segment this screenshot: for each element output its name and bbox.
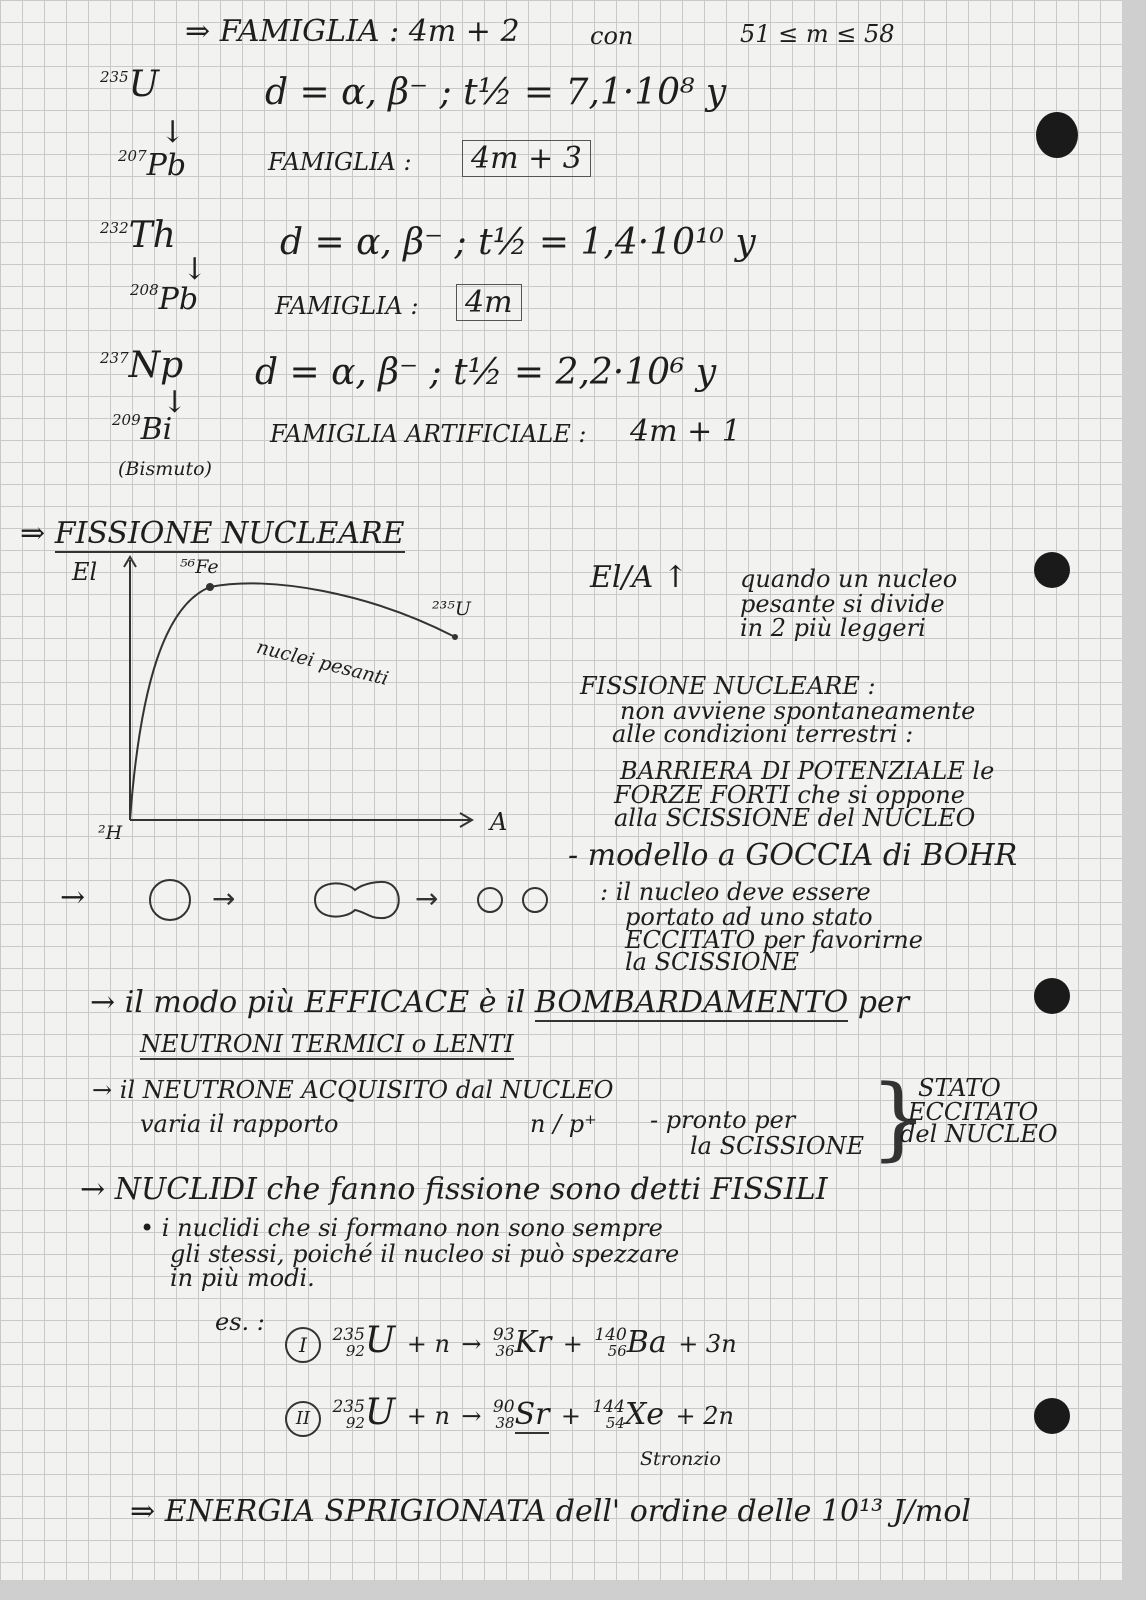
series-np-parent: $^{237}$Np [100, 345, 184, 386]
arrow-icon: → [80, 1172, 106, 1207]
brace-line-1: STATO [918, 1074, 1001, 1102]
whole-nucleus-icon [150, 880, 190, 920]
reaction-2: II 235 92 U + n → 90 38 Sr + 144 54 Xe + 2n [285, 1392, 734, 1437]
ela-line-1: quando un nucleo [740, 565, 958, 593]
graph-end-label: ²³⁵U [432, 598, 471, 620]
up-arrow-icon: ↑ [662, 560, 688, 595]
arrow-icon: → [60, 880, 86, 915]
drop-diagram [140, 872, 570, 932]
stronzio-note: Stronzio [640, 1448, 721, 1470]
graph-xlabel: A [490, 808, 508, 836]
fragment-icon [523, 888, 547, 912]
series-u-decay: d = α, β⁻ ; t½ = 7,1·10⁸ y [265, 72, 727, 113]
series-np-decay: d = α, β⁻ ; t½ = 2,2·10⁶ y [255, 352, 717, 393]
arrow-icon: → [461, 1402, 482, 1430]
section-title: ⇒ FISSIONE NUCLEARE [20, 516, 405, 551]
graph-ylabel: El [72, 558, 98, 586]
neutrone-line-3: la SCISSIONE [690, 1132, 865, 1160]
header-range: 51 ≤ m ≤ 58 [740, 20, 895, 48]
binding-energy-curve [130, 583, 455, 820]
modo-line-2: NEUTRONI TERMICI o LENTI [140, 1030, 514, 1058]
arrow-icon: → [90, 985, 116, 1020]
arrow-icon: ⇒ [130, 1494, 156, 1529]
reaction-number-badge: II [285, 1401, 321, 1437]
binding-energy-graph [70, 545, 510, 855]
arrow-icon: → [415, 882, 439, 915]
down-arrow-icon: ↓ [162, 385, 188, 420]
reaction-number-badge: I [285, 1327, 321, 1363]
down-arrow-icon: ↓ [160, 115, 186, 150]
nuclidi-line: → NUCLIDI che fanno fissione sono detti FISSILI [80, 1172, 828, 1207]
fe-point [206, 583, 214, 591]
es-label: es. : [215, 1308, 265, 1336]
series-th-decay: d = α, β⁻ ; t½ = 1,4·10¹⁰ y [280, 222, 756, 263]
series-np-daughter: $^{209}$Bi [112, 411, 173, 447]
series-th-family-value: 4m [456, 284, 522, 321]
arrow-icon: ⇒ [185, 14, 211, 49]
series-th-family: FAMIGLIA : [275, 292, 419, 320]
header-con: con [590, 22, 634, 50]
series-u-family-value: 4m + 3 [462, 140, 591, 177]
energy-line: ⇒ ENERGIA SPRIGIONATA dell' ordine delle 10¹³ J/mol [130, 1494, 971, 1529]
graph-curve-label: nuclei pesanti [254, 635, 391, 691]
series-u-parent: $^{235}$U [100, 64, 159, 105]
series-th-parent: $^{232}$Th [100, 215, 176, 256]
series-np-family: FAMIGLIA ARTIFICIALE : [270, 420, 587, 448]
down-arrow-icon: ↓ [182, 252, 208, 287]
series-u-family: FAMIGLIA : [268, 148, 412, 176]
binder-hole [1034, 552, 1070, 588]
nuclidi-bullet-3: in più modi. [170, 1264, 315, 1292]
fragment-icon [478, 888, 502, 912]
drop-note-3: ECCITATO per favorirne [625, 926, 923, 954]
modello-line: - modello a GOCCIA di BOHR [568, 838, 1018, 873]
arrow-icon: → [92, 1076, 113, 1104]
header-line: ⇒ FAMIGLIA : 4m + 2 [185, 14, 520, 49]
nuclidi-bullet-1: • i nuclidi che si formano non sono sempre [140, 1214, 663, 1242]
drop-note-1: : il nucleo deve essere [600, 878, 871, 906]
series-np-family-value: 4m + 1 [630, 414, 741, 449]
arrow-icon: → [461, 1330, 482, 1358]
fissione-line-2: alle condizioni terrestri : [612, 720, 914, 748]
ela-label: El/A ↑ [590, 560, 688, 595]
series-u-daughter: $^{207}$Pb [118, 147, 187, 183]
modo-line: → il modo più EFFICACE è il BOMBARDAMENTO per [90, 985, 910, 1020]
series-th-daughter: $^{208}$Pb [130, 281, 199, 317]
graph-origin-label: ²H [98, 822, 123, 844]
binder-hole [1034, 1398, 1070, 1434]
arrow-icon: ⇒ [20, 516, 46, 551]
drop-note-4: la SCISSIONE [625, 948, 800, 976]
deformed-nucleus-icon [315, 882, 399, 918]
u-point [452, 634, 458, 640]
brace-line-2: ECCITATO [908, 1098, 1039, 1126]
ela-line-3: in 2 più leggeri [740, 614, 926, 642]
bombardamento-text: BOMBARDAMENTO [534, 985, 849, 1020]
nuclidi-bullet-2: gli stessi, poiché il nucleo si può spezzare [170, 1240, 680, 1268]
neutrone-line-2b: - pronto per [650, 1106, 796, 1134]
binder-hole [1036, 112, 1078, 158]
arrow-icon: → [212, 882, 236, 915]
fissione-line-1: non avviene spontaneamente [620, 697, 976, 725]
reaction-1: I 235 92 U + n → 93 36 Kr + 140 56 Ba + 3n [285, 1320, 737, 1363]
brace-line-3: del NUCLEO [900, 1120, 1058, 1148]
series-np-note: (Bismuto) [118, 458, 212, 480]
neutrone-ratio: n / p⁺ [530, 1110, 597, 1138]
ela-line-2: pesante si divide [740, 590, 945, 618]
binder-hole [1034, 978, 1070, 1014]
fissione-title: FISSIONE NUCLEARE : [580, 672, 876, 700]
fissione-line-3: BARRIERA DI POTENZIALE le [620, 757, 995, 785]
fissione-line-4: FORZE FORTI che si oppone [614, 781, 965, 809]
fissione-line-5: alla SCISSIONE del NUCLEO [614, 804, 976, 832]
drop-note-2: portato ad uno stato [625, 903, 873, 931]
neutrone-line-2: varia il rapporto [140, 1110, 339, 1138]
neutrone-line-1: → il NEUTRONE ACQUISITO dal NUCLEO [92, 1076, 614, 1104]
graph-peak-label: ⁵⁶Fe [180, 556, 219, 578]
brace-icon: } [870, 1066, 928, 1171]
